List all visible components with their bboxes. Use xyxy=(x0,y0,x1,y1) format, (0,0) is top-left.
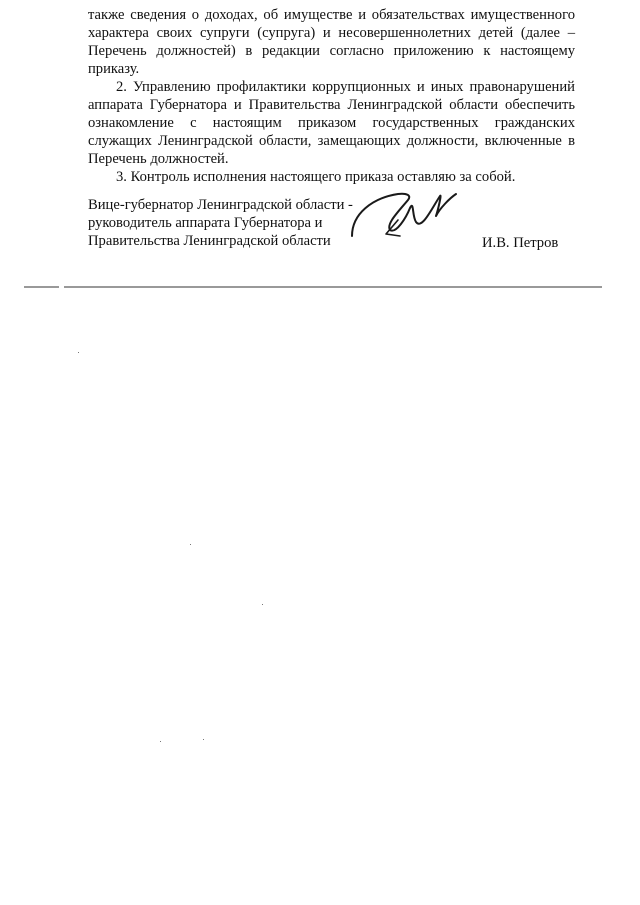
paragraph-1: также сведения о доходах, об имуществе и обязательствах имущественного характера своих супруги (супруга) и несовершеннолетних детей (далее – Перечень должностей) в редакции согласно приложению к настоящему приказу. xyxy=(88,7,575,77)
handwritten-signature xyxy=(346,186,472,246)
scan-speck xyxy=(190,544,191,545)
signer-position-line-2: руководитель аппарата Губернатора и xyxy=(88,215,323,231)
scan-speck xyxy=(262,604,263,605)
scan-speck xyxy=(78,352,79,353)
paragraph-2: 2. Управлению профилактики коррупционных и иных правонарушений аппарата Губернатора и Правительства Ленинградской области обеспечить ознакомление с настоящим приказом государственных гражданских служащих Ленинградской области, замещающих должности, включенные в Перечень должностей. xyxy=(88,79,575,167)
signer-position-line-1: Вице-губернатор Ленинградской области - xyxy=(88,197,353,213)
page-divider xyxy=(24,286,602,288)
signer-position-line-3: Правительства Ленинградской области xyxy=(88,233,331,249)
scan-speck xyxy=(160,741,161,742)
signer-name: И.В. Петров xyxy=(482,235,559,251)
paragraph-3: 3. Контроль исполнения настоящего приказа оставляю за собой. xyxy=(116,169,516,185)
signer-position xyxy=(88,196,358,250)
scan-speck xyxy=(203,739,204,740)
document-body xyxy=(88,6,575,186)
